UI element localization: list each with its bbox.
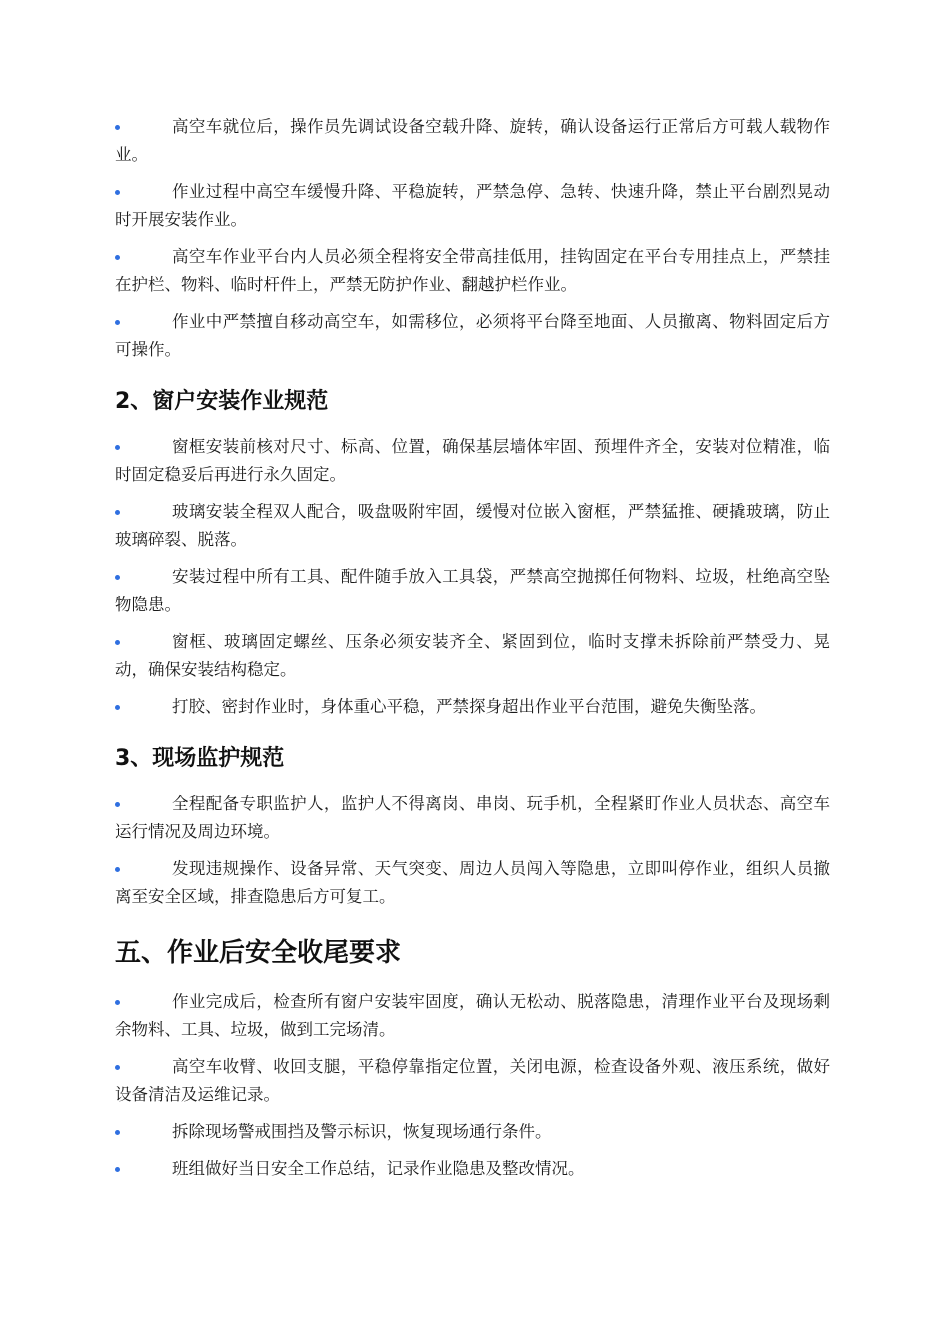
- bullet-icon: [115, 1167, 120, 1172]
- list-item: [115, 790, 830, 846]
- post-work-safety-list: [115, 988, 830, 1183]
- aerial-vehicle-rules-list: [115, 113, 830, 364]
- bullet-icon: [115, 445, 120, 450]
- list-item: [115, 113, 830, 169]
- bullet-icon: [115, 1065, 120, 1070]
- window-installation-rules-list: [115, 433, 830, 721]
- bullet-icon: [115, 640, 120, 645]
- list-item: [115, 693, 830, 721]
- list-item: [115, 243, 830, 299]
- section-heading-site-supervision: 3、现场监护规范: [115, 746, 285, 771]
- list-item-text: 拆除现场警戒围挡及警示标识，恢复现场通行条件。: [172, 1122, 552, 1141]
- list-item: [115, 1118, 830, 1146]
- bullet-icon: [115, 510, 120, 515]
- list-item: [115, 433, 830, 489]
- section-heading-window-installation: 2、窗户安装作业规范: [115, 389, 329, 414]
- list-item-text: 窗框安装前核对尺寸、标高、位置，确保基层墙体牢固、预埋件齐全，安装对位精准，临时固定稳妥后再进行永久固定。: [115, 437, 830, 484]
- list-item: [115, 1053, 830, 1109]
- bullet-icon: [115, 320, 120, 325]
- list-item: [115, 855, 830, 911]
- list-item-text: 发现违规操作、设备异常、天气突变、周边人员闯入等隐患，立即叫停作业，组织人员撤离至安全区域，排查隐患后方可复工。: [115, 859, 830, 906]
- bullet-icon: [115, 1130, 120, 1135]
- bullet-icon: [115, 867, 120, 872]
- list-item: [115, 563, 830, 619]
- list-item-text: 作业中严禁擅自移动高空车，如需移位，必须将平台降至地面、人员撤离、物料固定后方可操作。: [115, 312, 830, 359]
- list-item-text: 高空车收臂、收回支腿，平稳停靠指定位置，关闭电源，检查设备外观、液压系统，做好设备清洁及运维记录。: [115, 1057, 830, 1104]
- document-content: [115, 113, 830, 1192]
- list-item-text: 全程配备专职监护人，监护人不得离岗、串岗、玩手机，全程紧盯作业人员状态、高空车运行情况及周边环境。: [115, 794, 830, 841]
- list-item-text: 作业完成后，检查所有窗户安装牢固度，确认无松动、脱落隐患，清理作业平台及现场剩余物料、工具、垃圾，做到工完场清。: [115, 992, 830, 1039]
- list-item: [115, 498, 830, 554]
- bullet-icon: [115, 575, 120, 580]
- bullet-icon: [115, 705, 120, 710]
- list-item: [115, 308, 830, 364]
- list-item: [115, 178, 830, 234]
- bullet-icon: [115, 255, 120, 260]
- list-item-text: 打胶、密封作业时，身体重心平稳，严禁探身超出作业平台范围，避免失衡坠落。: [172, 697, 766, 716]
- list-item-text: 高空车就位后，操作员先调试设备空载升降、旋转，确认设备运行正常后方可载人载物作业。: [115, 117, 830, 164]
- bullet-icon: [115, 802, 120, 807]
- bullet-icon: [115, 1000, 120, 1005]
- list-item: [115, 988, 830, 1044]
- list-item-text: 作业过程中高空车缓慢升降、平稳旋转，严禁急停、急转、快速升降，禁止平台剧烈晃动时开展安装作业。: [115, 182, 830, 229]
- list-item-text: 高空车作业平台内人员必须全程将安全带高挂低用，挂钩固定在平台专用挂点上，严禁挂在护栏、物料、临时杆件上，严禁无防护作业、翻越护栏作业。: [115, 247, 830, 294]
- list-item: [115, 628, 830, 684]
- list-item-text: 班组做好当日安全工作总结，记录作业隐患及整改情况。: [172, 1159, 585, 1178]
- list-item-text: 安装过程中所有工具、配件随手放入工具袋，严禁高空抛掷任何物料、垃圾，杜绝高空坠物隐患。: [115, 567, 830, 614]
- list-item: [115, 1155, 830, 1183]
- section-heading-post-work-safety: 五、作业后安全收尾要求: [115, 938, 402, 968]
- site-supervision-rules-list: [115, 790, 830, 911]
- bullet-icon: [115, 190, 120, 195]
- list-item-text: 玻璃安装全程双人配合，吸盘吸附牢固，缓慢对位嵌入窗框，严禁猛推、硬撬玻璃，防止玻璃碎裂、脱落。: [115, 502, 830, 549]
- bullet-icon: [115, 125, 120, 130]
- list-item-text: 窗框、玻璃固定螺丝、压条必须安装齐全、紧固到位，临时支撑未拆除前严禁受力、晃动，确保安装结构稳定。: [115, 632, 830, 679]
